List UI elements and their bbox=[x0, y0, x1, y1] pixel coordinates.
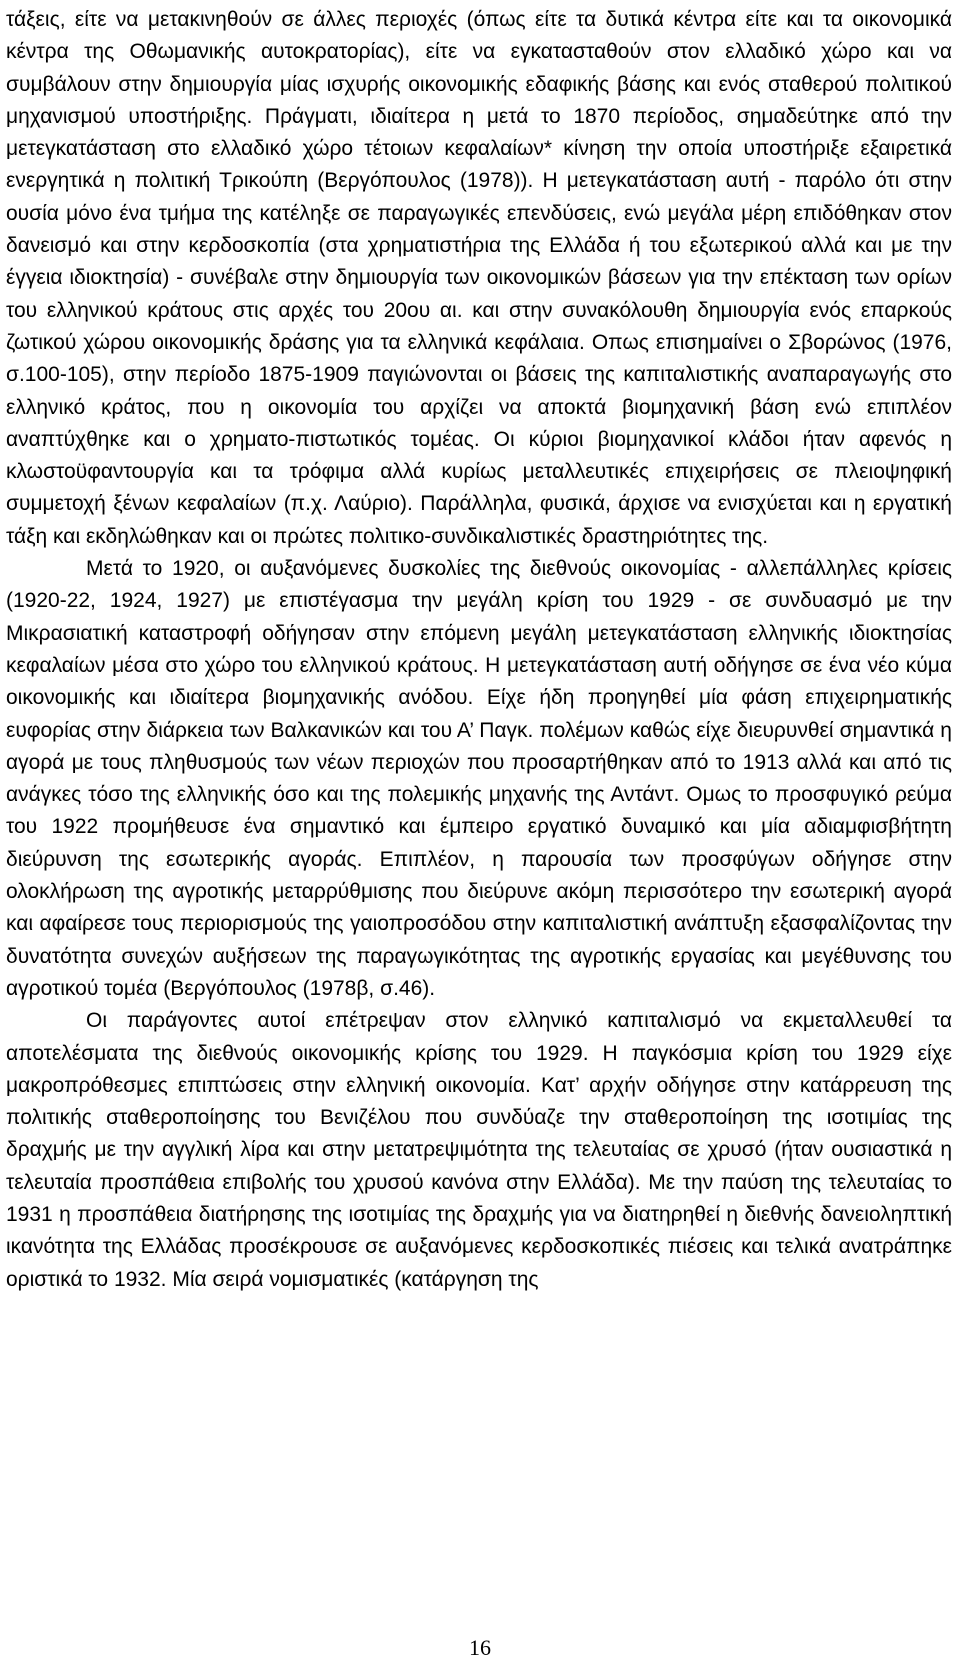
paragraph-3: Οι παράγοντες αυτοί επέτρεψαν στον ελληνικό καπιταλισμό να εκμεταλλευθεί τα αποτελέσματα της διεθνούς οικονομικής κρίσης του 1929. Η παγκόσμια κρίση του 1929 είχε μακροπρόθεσμες επιπτώσεις στην ελληνική οικονομία. Κατ’ αρχήν οδήγησε στην κατάρρευση της πολιτικής σταθεροποίησης του Βενιζέλου που συνδύαζε την σταθεροποίηση της ισοτιμίας της δραχμής με την αγγλική λίρα και στην μετατρεψιμότητα της τελευταίας σε χρυσό (ήταν ουσιαστικά η τελευταία προσπάθεια επιβολής του χρυσού κανόνα στην Ελλάδα). Με την παύση της τελευταίας το 1931 η προσπάθεια διατήρησης της ισοτιμίας της δραχμής για να διατηρηθεί η διεθνής δανειοληπτική ικανότητα της Ελλάδας προσέκρουσε σε αυξανόμενες κερδοσκοπικές πιέσεις και τελικά ανατράπηκε οριστικά το 1932. Μία σειρά νομισματικές (κατάργηση της bbox=[6, 1009, 952, 1291]
page-number: 16 bbox=[469, 1635, 491, 1660]
paragraph-1: τάξεις, είτε να μετακινηθούν σε άλλες περιοχές (όπως είτε τα δυτικά κέντρα είτε και τα οικονομικά κέντρα της Οθωμανικής αυτοκρατορίας), είτε να εγκατασταθούν στον ελλαδικό χώρο και να συμβάλουν στην δημιουργία μίας ισχυρής οικονομικής εδαφικής βάσης και ενός σταθερού πολιτικού μηχανισμού υποστήριξης. Πράγματι, ιδιαίτερα η μετά το 1870 περίοδος, σημαδεύτηκε από την μετεγκατάσταση στο ελλαδικό χώρο τέτοιων κεφαλαίων* κίνηση την οποία υποστήριξε εξαιρετικά ενεργητικά η πολιτική Τρικούπη (Βεργόπουλος (1978)). Η μετεγκατάσταση αυτή - παρόλο ότι στην ουσία μόνο ένα τμήμα της κατέληξε σε παραγωγικές επενδύσεις, ενώ μεγάλα μέρη επιδόθηκαν στον δανεισμό και στην κερδοσκοπία (στα χρηματιστήρια της Ελλάδα ή του εξωτερικού αλλά και με την έγγεια ιδιοκτησία) - συνέβαλε στην δημιουργία των οικονομικών βάσεων για την επέκταση των ορίων του ελληνικού κράτους στις αρχές του 20ου αι. και στην συνακόλουθη δημιουργία ενός επαρκούς ζωτικού χώρου οικονομικής δράσης για τα ελληνικά κεφάλαια. Οπως επισημαίνει ο Σβορώνος (1976, σ.100-105), στην περίοδο 1875-1909 παγιώνονται οι βάσεις της καπιταλιστικής αναπαραγωγής στο ελληνικό κράτος, που η οικονομία του αρχίζει να αποκτά βιομηχανική βάση ενώ επιπλέον αναπτύχθηκε και ο χρηματο-πιστωτικός τομέας. Οι κύριοι βιομηχανικοί κλάδοι ήταν αφενός η κλωστοϋφαντουργία και τα τρόφιμα αλλά κυρίως μεταλλευτικές επιχειρήσεις σε πλειοψηφική συμμετοχή ξένων κεφαλαίων (π.χ. Λαύριο). Παράλληλα, φυσικά, άρχισε να ενισχύεται και η εργατική τάξη και εκδηλώθηκαν και οι πρώτες πολιτικο-συνδικαλιστικές δραστηριότητες της. bbox=[6, 8, 952, 548]
paragraph-2: Μετά το 1920, οι αυξανόμενες δυσκολίες της διεθνούς οικονομίας - αλλεπάλληλες κρίσεις (1920-22, 1924, 1927) με επιστέγασμα την μεγάλη κρίση του 1929 - σε συνδυασμό με την Μικρασιατική καταστροφή οδήγησαν στην επόμενη μεγάλη μετεγκατάσταση ελληνικής ιδιοκτησίας κεφαλαίων μέσα στο χώρο του ελληνικού κράτους. Η μετεγκατάσταση αυτή οδήγησε σε ένα νέο κύμα οικονομικής και ιδιαίτερα βιομηχανικής ανόδου. Είχε ήδη προηγηθεί μία φάση επιχειρηματικής ευφορίας στην διάρκεια των Βαλκανικών και του Α’ Παγκ. πολέμων καθώς είχε διευρυνθεί σημαντικά η αγορά με τους πληθυσμούς των νέων περιοχών που προσαρτήθηκαν από το 1913 αλλά και από τις ανάγκες τόσο της ελληνικής όσο και της πολεμικής μηχανής της Αντάντ. Ομως το προσφυγικό ρεύμα του 1922 προμήθευσε ένα σημαντικό και έμπειρο εργατικό δυναμικό και μία αδιαμφισβήτητη διεύρυνση της εσωτερικής αγοράς. Επιπλέον, η παρουσία των προσφύγων οδήγησε στην ολοκλήρωση της αγροτικής μεταρρύθμισης που διεύρυνε ακόμη περισσότερο την εσωτερική αγορά και αφαίρεσε τους περιορισμούς της γαιοπροσόδου στην καπιταλιστική ανάπτυξη εξασφαλίζοντας την δυνατότητα συνεχών αυξήσεων της παραγωγικότητας της αγροτικής εργασίας και μεγέθυνσης του αγροτικού τομέα (Βεργόπουλος (1978β, σ.46). bbox=[6, 557, 952, 1000]
body-text bbox=[6, 4, 952, 1296]
